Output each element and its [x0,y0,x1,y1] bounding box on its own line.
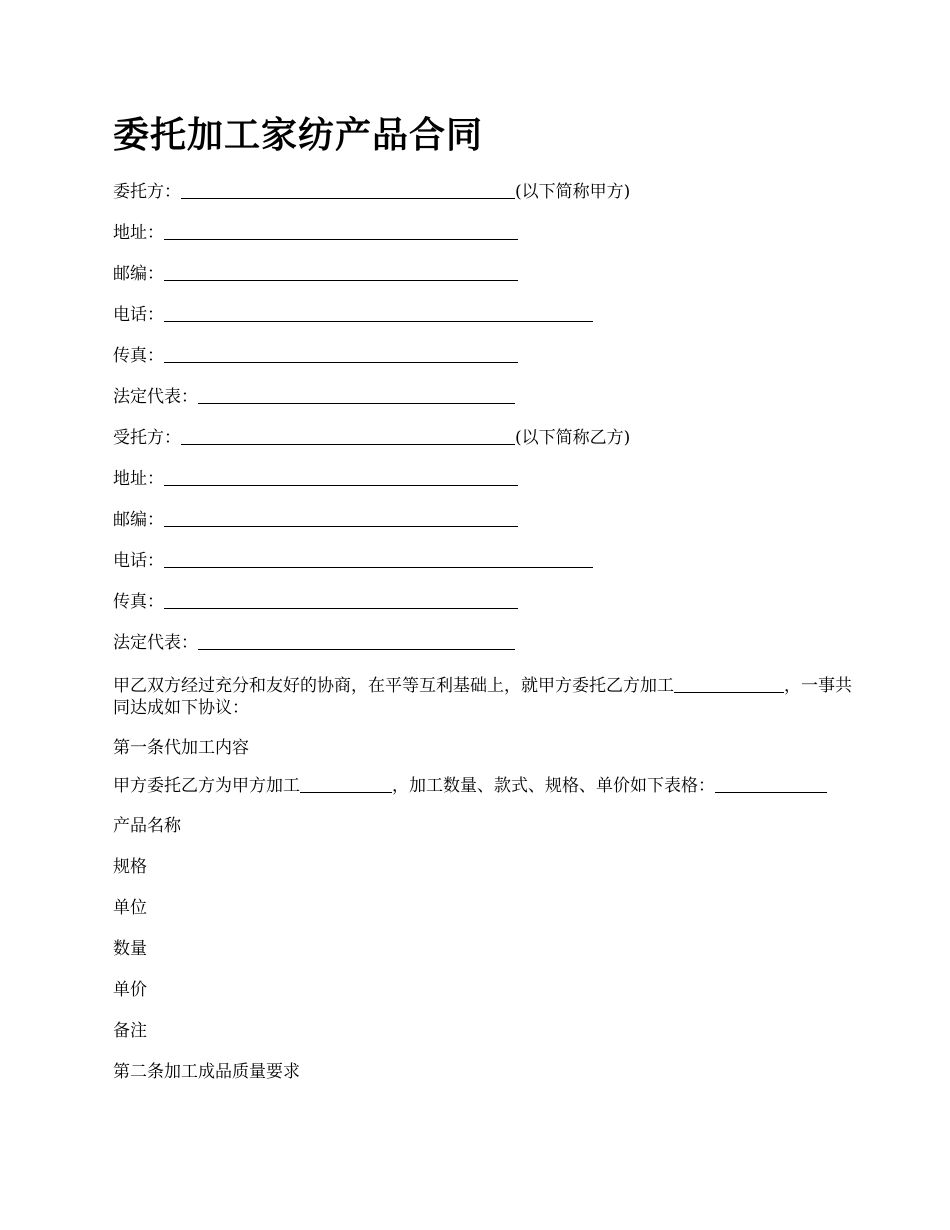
party-a-address-blank [164,223,518,240]
table-header-unit-price: 单价 [113,980,147,1000]
intro-text-after: ，一事共同达成如下协议： [113,676,852,718]
article1-paragraph [113,775,853,797]
party-a-address-line [113,213,853,254]
article2-heading: 第二条加工成品质量要求 [113,1062,300,1082]
table-header-quantity: 数量 [113,939,147,959]
party-b-address-blank [164,469,518,486]
table-header-product-name: 产品名称 [113,816,181,836]
table-header-remarks: 备注 [113,1021,147,1041]
party-a-fax-blank [164,346,518,363]
party-a-name-line [113,172,853,213]
party-b-address-line [113,459,853,500]
document-title: 委托加工家纺产品合同 [113,115,484,156]
party-a-phone-blank [164,305,593,322]
article1-product-blank [300,776,392,793]
party-a-postcode-label: 邮编： [113,264,164,284]
article1-text-middle: ，加工数量、款式、规格、单价如下表格： [392,776,715,796]
article1-table-blank [715,776,827,793]
article1-heading: 第一条代加工内容 [113,738,249,758]
party-a-postcode-blank [164,264,518,281]
party-a-phone-line [113,295,853,336]
party-a-rep-blank [198,387,515,404]
intro-product-blank [674,676,784,693]
party-b-phone-label: 电话： [113,551,164,571]
party-a-name-label: 委托方： [113,182,181,202]
party-b-rep-line [113,623,853,664]
party-b-phone-line [113,541,853,582]
party-b-postcode-line [113,500,853,541]
party-a-fax-label: 传真： [113,346,164,366]
party-a-fax-line [113,336,853,377]
table-header-spec: 规格 [113,857,147,877]
party-b-rep-blank [198,633,515,650]
party-b-phone-blank [164,551,593,568]
party-b-fax-label: 传真： [113,592,164,612]
article1-text-before: 甲方委托乙方为甲方加工 [113,776,300,796]
party-b-name-blank [181,428,515,445]
party-b-name-suffix: (以下简称乙方) [515,428,631,448]
party-b-fax-line [113,582,853,623]
party-a-name-blank [181,182,515,199]
party-a-name-suffix: (以下简称甲方) [515,182,631,202]
party-b-rep-label: 法定代表： [113,633,198,653]
party-b-name-line [113,418,853,459]
party-b-postcode-label: 邮编： [113,510,164,530]
party-a-phone-label: 电话： [113,305,164,325]
intro-paragraph [113,675,853,719]
party-b-address-label: 地址： [113,469,164,489]
party-a-rep-label: 法定代表： [113,387,198,407]
party-b-fax-blank [164,592,518,609]
party-a-rep-line [113,377,853,418]
table-header-unit: 单位 [113,898,147,918]
party-b-name-label: 受托方： [113,428,181,448]
document-page [113,112,853,1093]
intro-text-before: 甲乙双方经过充分和友好的协商，在平等互利基础上，就甲方委托乙方加工 [113,676,674,696]
party-b-postcode-blank [164,510,518,527]
party-a-postcode-line [113,254,853,295]
party-a-address-label: 地址： [113,223,164,243]
